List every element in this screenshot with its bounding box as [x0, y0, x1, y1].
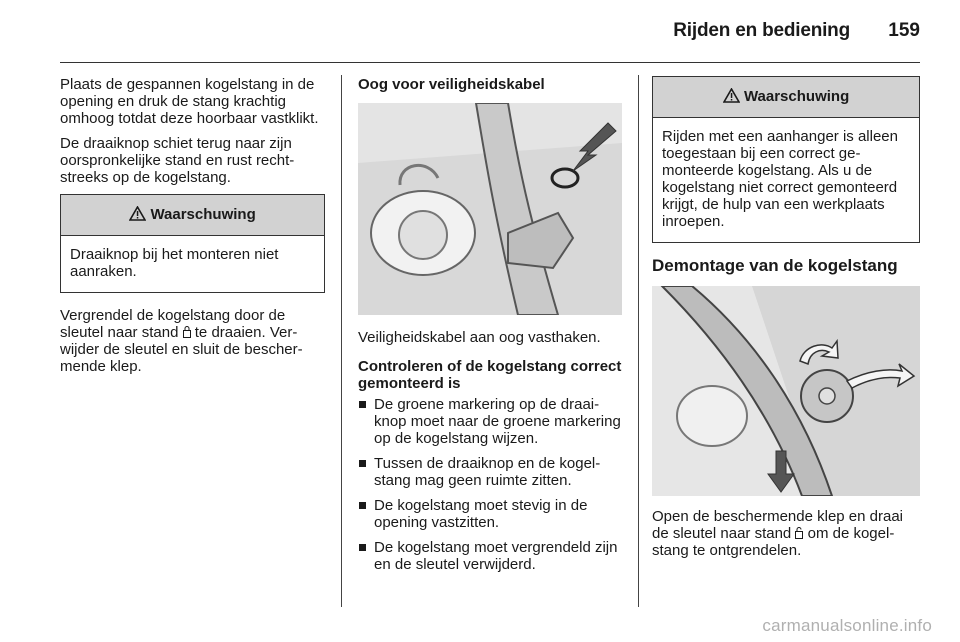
page-header — [60, 0, 920, 63]
section-title: Rijden en bediening — [673, 20, 850, 41]
list-item-text: De groene markering op de draaiknop moet naar de groene markering op de kogelstang wijzen. — [374, 396, 621, 447]
heading-safety-cable-eye: Oog voor veiligheidskabel — [358, 76, 545, 93]
warning-title: Waarschuwing — [150, 206, 256, 223]
paragraph-insert-towbar: Plaats de gespannen kogelstang in de opening en druk de stang krachtig omhoog totdat deze hoorbaar vastklikt. — [60, 76, 319, 127]
column-2 — [358, 76, 626, 581]
heading-dismount-towbar: Demontage van de kogelstang — [652, 256, 898, 275]
safety-cable-eye-illustration — [358, 103, 622, 315]
warning-header — [61, 195, 324, 236]
dismount-towbar-illustration — [652, 286, 920, 496]
unlock-text-before: Open de beschermende klep en draai de sleutel naar stand — [652, 508, 904, 542]
list-item-text: Tussen de draaiknop en de kogelstang mag geen ruimte zitten. — [374, 455, 601, 489]
warning-text: Draaiknop bij het monteren niet aanraken. — [70, 246, 279, 280]
bullet-square-icon — [359, 460, 366, 467]
warning-text: Rijden met een aanhanger is alleen toegestaan bij een correct gemonteerde kogelstang. Als u de kogelstang niet correct gemonteerd krijgt, de hulp van een werkplaats inroepen. — [662, 128, 898, 230]
column-3 — [652, 76, 920, 567]
column-divider-2 — [638, 75, 639, 607]
bullet-square-icon — [359, 401, 366, 408]
paragraph-knob-returns: De draaiknop schiet terug naar zijn oorspronkelijke stand en rust rechtstreeks op de kogelstang. — [60, 135, 295, 186]
unlock-text-after: om de kogelstang te ontgrendelen. — [652, 525, 895, 559]
warning-box-trailer — [652, 76, 920, 243]
list-item-text: De kogelstang moet vergrendeld zijn en de sleutel verwijderd. — [374, 539, 618, 573]
column-divider-1 — [341, 75, 342, 607]
check-list — [358, 396, 626, 573]
watermark: carmanualsonline.info — [762, 616, 932, 635]
list-item — [358, 539, 626, 573]
list-item — [358, 396, 626, 447]
bullet-square-icon — [359, 544, 366, 551]
heading-check-mounting: Controleren of de kogelstang correct gemonteerd is — [358, 358, 622, 392]
column-1 — [60, 76, 325, 383]
warning-box — [60, 194, 325, 293]
warning-triangle-icon — [129, 206, 150, 223]
list-item — [358, 497, 626, 531]
bullet-square-icon — [359, 502, 366, 509]
locked-position-icon — [183, 326, 191, 338]
page-number: 159 — [888, 20, 920, 41]
lock-text-after: te draaien. Verwijder de sleutel en sluit de beschermende klep. — [60, 324, 303, 375]
paragraph-lock-towbar — [60, 307, 325, 375]
warning-title: Waarschuwing — [743, 88, 850, 105]
lock-text-before: Vergrendel de kogelstang door de sleutel naar stand — [60, 307, 286, 341]
paragraph-unlock-towbar — [652, 508, 920, 559]
warning-triangle-icon — [723, 88, 744, 105]
list-item — [358, 455, 626, 489]
warning-header — [653, 77, 919, 118]
figure-caption-safety-cable: Veiligheidskabel aan oog vasthaken. — [358, 329, 601, 346]
unlocked-position-icon — [795, 527, 803, 539]
list-item-text: De kogelstang moet stevig in de opening vastzitten. — [374, 497, 588, 531]
